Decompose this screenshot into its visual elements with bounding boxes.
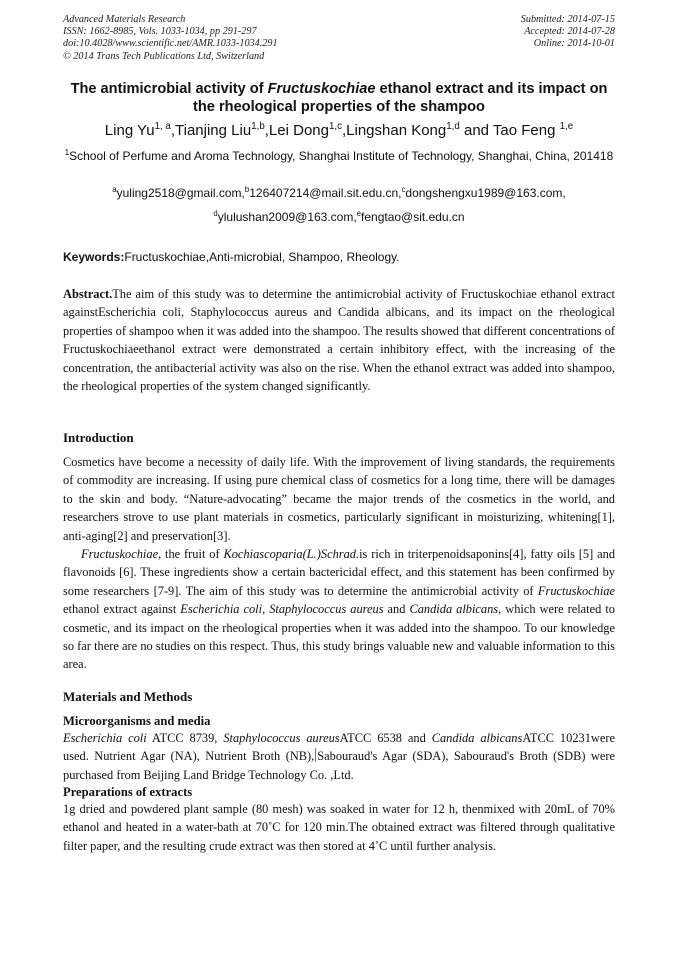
introduction-paragraph-2: Fructuskochiae, the fruit of Kochiascoparia(L.)Schrad.is rich in triterpenoidsaponins[4], fatty oils [5] and flavonoids [6]. These ingredients show a certain bactericidal effect, and this statement has been confirmed by some researchers [7-9]. The aim of this study was to determine the antimicrobial activity of Fructuskochiae ethanol extract against Escherichia coli, Staphylococcus aureus and Candida albicans, which were related to cosmetic, and its impact on the rheological properties when it was added into the shampoo. To our knowledge so far there are no studies on this respect. Thus, this study brings valuable new and valuable information to this area. (63, 547, 616, 672)
copyright-line: © 2014 Trans Tech Publications Ltd, Switzerland (63, 50, 265, 62)
issn-line: ISSN: 1662-8985, Vols. 1033-1034, pp 291-297 (63, 26, 257, 38)
microorganisms-paragraph: Escherichia coli ATCC 8739, Staphylococcus aureusATCC 6538 and Candida albicansATCC 10231were used. Nutrient Agar (NA), Nutrient Broth (NB), Sabouraud's Agar (SDA), Sabouraud's Broth (SDB) were purchased from Beijing Land Bridge Technology Co. ,Ltd. (63, 731, 615, 782)
author: Ling Yu (104, 122, 155, 139)
title-species: Fructuskochiae (267, 81, 376, 97)
dates-header (521, 14, 615, 51)
paper-title: The antimicrobial activity of Fructuskochiae ethanol extract and its impact on the rheological properties of the shampoo (70, 81, 608, 115)
microorganisms-heading: Microorganisms and media (63, 714, 211, 728)
journal-name: Advanced Materials Research (63, 14, 186, 25)
email-link[interactable]: 126407214@mail.sit.edu.cn, (249, 186, 402, 200)
online-date: Online: 2014-10-01 (533, 38, 615, 50)
introduction-paragraph-1: Cosmetics have become a necessity of daily life. With the improvement of living standards, the requirements of commodity are increasing. If using pure chemical class of cosmetics for a long time, there will be damages to the skin and body. “Nature-advocating” became the major trends of the cosmetics in the world, and researchers strove to use plant materials in cosmetics, particularly significant in moisturizing, whitening[1], anti-aging[2] and preservation[3]. (63, 455, 615, 543)
email-link[interactable]: yuling2518@gmail.com, (116, 186, 245, 200)
keywords (63, 249, 615, 265)
journal-header (63, 14, 278, 63)
email-link[interactable]: dongshengxu1989@163.com, (405, 186, 566, 200)
email-line-2: $^d$ylulushan2009@163.com,$^e$fengtao@sit.edu.cn (213, 209, 465, 224)
doi-line: doi:10.4028/www.scientific.net/AMR.1033-1034.291 (63, 38, 278, 50)
keywords-label: Keywords: (63, 250, 125, 264)
email-link[interactable]: fengtao@sit.edu.cn (361, 210, 465, 224)
keywords-text: Fructuskochiae,Anti-microbial, Shampoo, Rheology. (124, 250, 400, 264)
extracts-paragraph: 1g dried and powdered plant sample (80 mesh) was soaked in water for 12 h, thenmixed with 20mL of 70% ethanol and heated in a water-bath at 70˚C for 120 min.The obtained extract was filtered through qualitative filter paper, and the resulting crude extract was then stored at 4˚C until further analysis. (63, 802, 615, 853)
methods-heading: Materials and Methods (63, 689, 193, 704)
email-line-1: $^a$yuling2518@gmail.com,$^b$126407214@mail.sit.edu.cn,$^c$dongshengxu1989@163.com, (112, 185, 566, 200)
extracts-heading: Preparations of extracts (63, 785, 193, 799)
author: Lingshan Kong (346, 122, 447, 139)
author: Tao Feng (492, 122, 556, 139)
abstract (63, 285, 615, 395)
abstract-text: The aim of this study was to determine the antimicrobial activity of Fructuskochiae ethanol extract againstEscherichia coli, Staphylococcus aureus and Candida albicans, and its impact on the rheological properties of shampoo when it was added into the shampoo. The results showed that different concentrations of Fructuskochiaeethanol extract were demonstrated a certain inhibitory effect, with the increasing of the concentration, the antibacterial activity was also on the rise. When the ethanol extract was added into shampoo, the rheological properties of the system changed significantly. (63, 287, 616, 394)
affiliation: $^1$School of Perfume and Aroma Technology, Shanghai Institute of Technology, Shanghai, China, 201418 (64, 148, 614, 163)
author: Tianjing Liu (175, 122, 252, 139)
introduction-heading: Introduction (63, 430, 134, 445)
author: Lei Dong (268, 122, 329, 139)
author-list: Ling Yu$^{1, a}$,Tianjing Liu$^{1,b}$,Lei Dong$^{1,c}$,Lingshan Kong$^{1,d}$ and Tao Feng $^{1,e}$ (104, 121, 574, 139)
submitted-date: Submitted: 2014-07-15 (520, 14, 615, 25)
abstract-label: Abstract. (63, 287, 113, 301)
email-link[interactable]: ylulushan2009@163.com, (217, 210, 357, 224)
accepted-date: Accepted: 2014-07-28 (524, 26, 615, 38)
